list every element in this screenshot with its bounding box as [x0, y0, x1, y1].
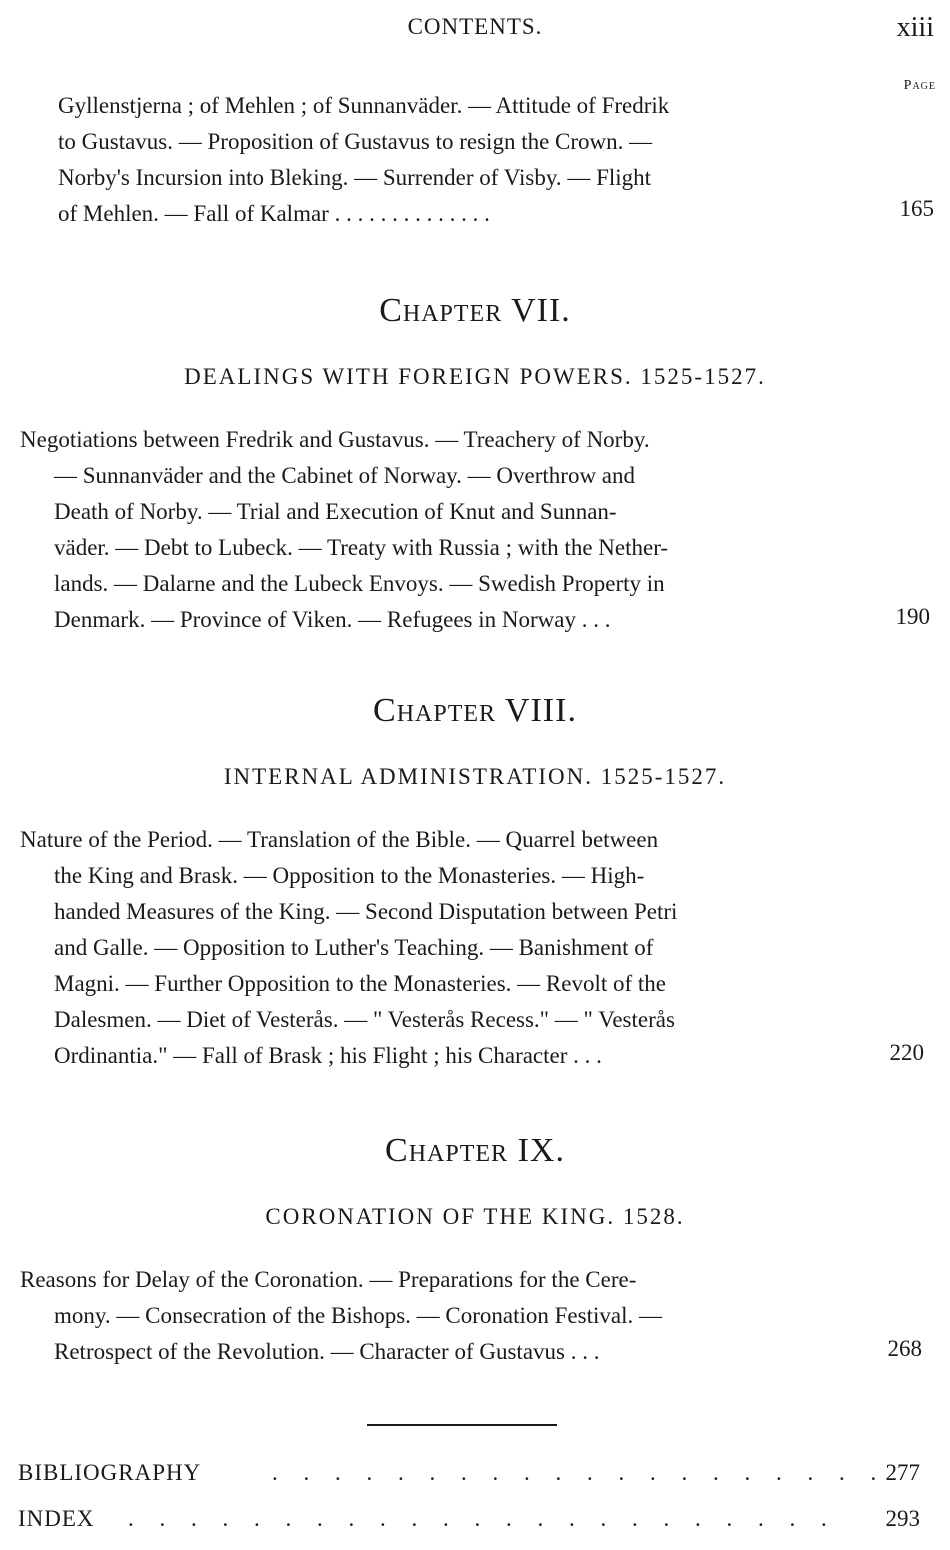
summary-line: Gyllenstjerna ; of Mehlen ; of Sunnanväder. — Attitude of Fredrik — [58, 93, 670, 118]
chapter-heading: Chapter VII. — [379, 292, 571, 329]
chapter-summary — [20, 422, 864, 638]
summary-line: väder. — Debt to Lubeck. — Treaty with Russia ; with the Nether- — [54, 535, 669, 560]
summary-line: Death of Norby. — Trial and Execution of Knut and Sunnan- — [54, 499, 617, 524]
page-number: 220 — [889, 1040, 924, 1065]
page-number: 268 — [887, 1336, 922, 1361]
summary-line: Negotiations between Fredrik and Gustavus. — Treachery of Norby. — [20, 427, 650, 452]
chapter-heading: Chapter VIII. — [373, 692, 577, 729]
page-number: 165 — [899, 196, 934, 221]
leader-dots: . . . . . . . . . . . . . . . . . . . . — [272, 1460, 887, 1485]
page-number: 190 — [895, 604, 930, 629]
page-number: 293 — [885, 1506, 920, 1531]
index-entry: INDEX — [18, 1506, 95, 1531]
page-column-label: Page — [903, 78, 936, 93]
chapter-heading: Chapter IX. — [385, 1132, 565, 1169]
summary-line: Magni. — Further Opposition to the Monasteries. — Revolt of the — [54, 971, 666, 996]
summary-line: handed Measures of the King. — Second Disputation between Petri — [54, 899, 678, 924]
chapter-subtitle: INTERNAL ADMINISTRATION. 1525-1527. — [223, 764, 727, 789]
summary-line: Dalesmen. — Diet of Vesterås. — " Vesterås Recess." — " Vesterås — [54, 1007, 675, 1032]
divider-rule — [367, 1424, 557, 1426]
summary-line: — Sunnanväder and the Cabinet of Norway. — Overthrow and — [54, 463, 636, 488]
summary-line: mony. — Consecration of the Bishops. — Coronation Festival. — — [54, 1303, 662, 1328]
page-number: 277 — [885, 1460, 920, 1485]
summary-line: and Galle. — Opposition to Luther's Teaching. — Banishment of — [54, 935, 654, 960]
summary-line: to Gustavus. — Proposition of Gustavus to resign the Crown. — — [58, 129, 653, 154]
summary-line: Nature of the Period. — Translation of the Bible. — Quarrel between — [20, 827, 659, 852]
summary-line: Retrospect of the Revolution. — Character of Gustavus . . . — [54, 1339, 600, 1364]
summary-line: Norby's Incursion into Bleking. — Surrender of Visby. — Flight — [58, 165, 652, 190]
leader-dots: . . . . . . . . . . . . . . . . . . . . . . . — [128, 1506, 837, 1531]
summary-line: lands. — Dalarne and the Lubeck Envoys. — Swedish Property in — [54, 571, 665, 596]
summary-line: Reasons for Delay of the Coronation. — Preparations for the Cere- — [20, 1267, 637, 1292]
chapter-summary — [20, 822, 864, 1074]
page-folio: xiii — [896, 12, 934, 43]
bibliography-entry: BIBLIOGRAPHY — [18, 1460, 202, 1485]
running-head: CONTENTS. — [407, 14, 543, 39]
continued-summary — [58, 88, 864, 232]
summary-line: the King and Brask. — Opposition to the Monasteries. — High- — [54, 863, 645, 888]
summary-line: Denmark. — Province of Viken. — Refugees in Norway . . . — [54, 607, 611, 632]
summary-line: Ordinantia." — Fall of Brask ; his Flight ; his Character . . . — [54, 1043, 602, 1068]
chapter-subtitle: CORONATION OF THE KING. 1528. — [265, 1204, 685, 1229]
chapter-summary — [20, 1262, 864, 1370]
chapter-subtitle: DEALINGS WITH FOREIGN POWERS. 1525-1527. — [184, 364, 766, 389]
summary-line: of Mehlen. — Fall of Kalmar . . . . . . . . . . . . . . — [58, 201, 490, 226]
